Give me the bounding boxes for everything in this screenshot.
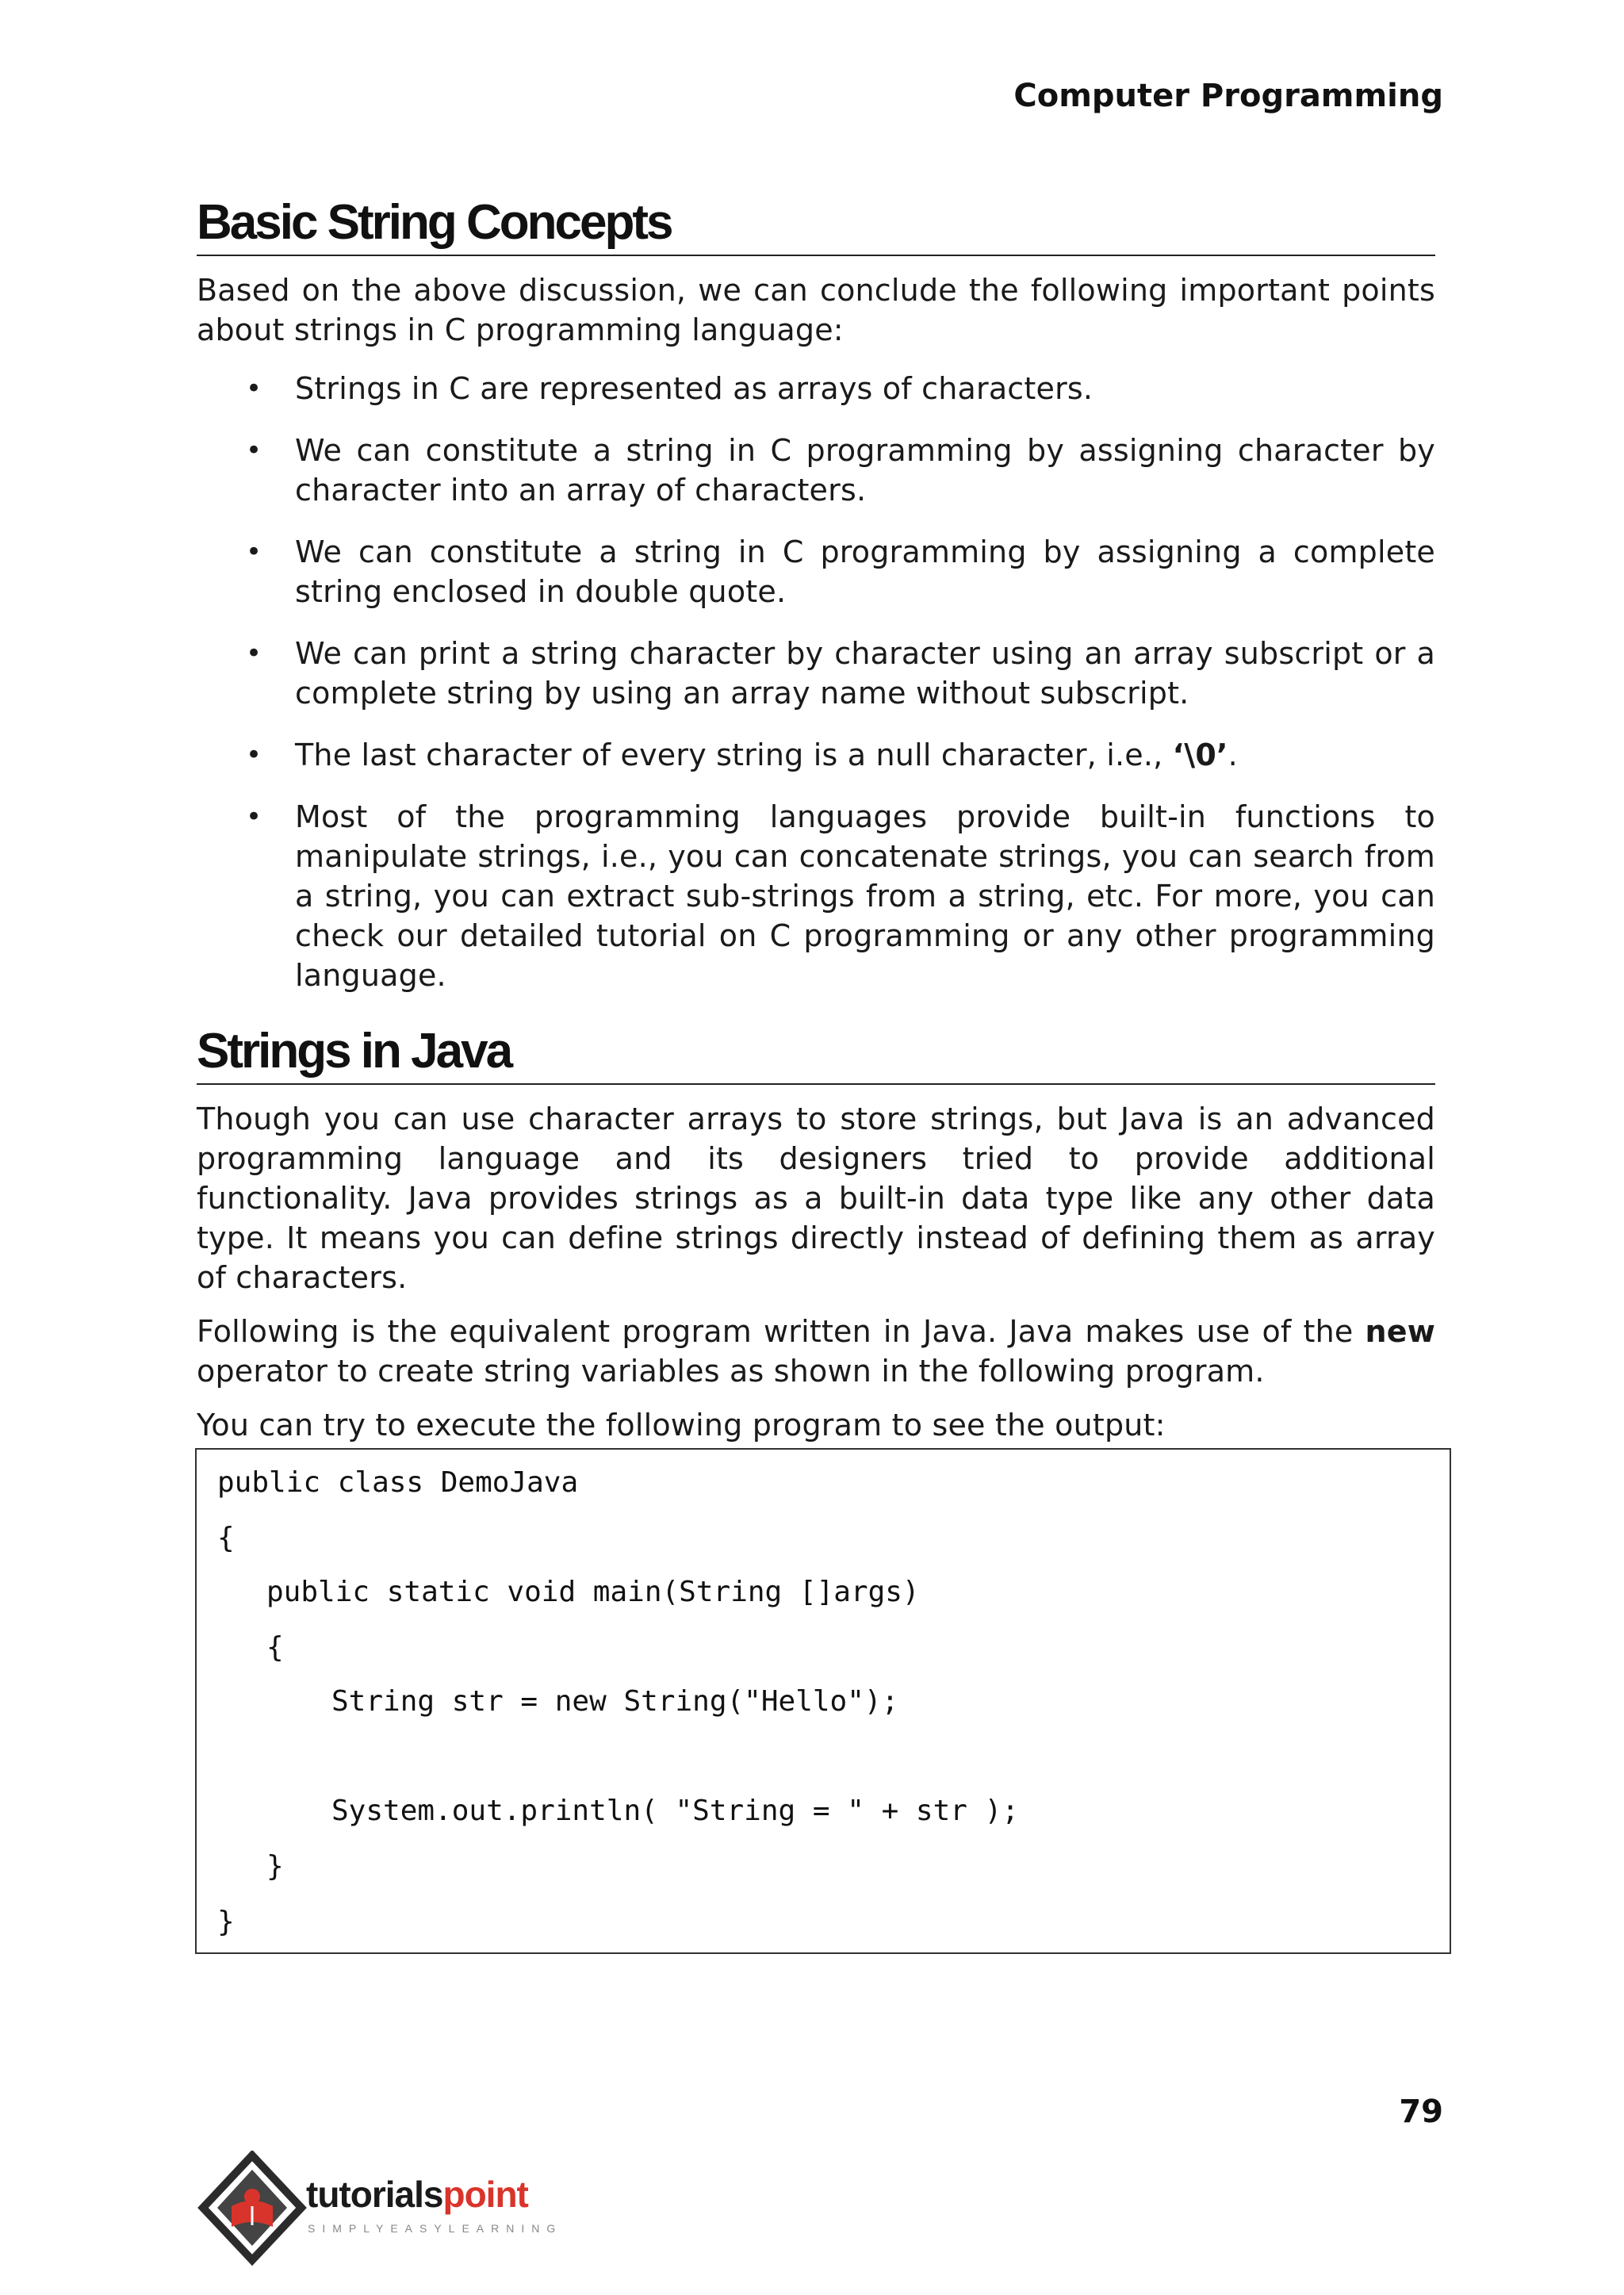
page-number: 79	[1399, 2094, 1443, 2130]
list-item: • We can constitute a string in C programming by assigning a complete string enclosed in double quote.	[197, 532, 1435, 611]
code-line: }	[217, 1906, 235, 1938]
main-content	[197, 197, 1435, 1445]
bullet-icon: •	[246, 435, 262, 467]
list-item: • Most of the programming languages provide built-in functions to manipulate strings, i.e., you can concatenate strings, you can search from a string, you can extract sub-strings from a string, etc. For more, you can check our detailed tutorial on C programming or any other programming language.	[197, 797, 1435, 995]
code-line: }	[266, 1850, 284, 1883]
concept-bullet-list	[197, 369, 1435, 995]
execute-program-paragraph: You can try to execute the following program to see the output:	[197, 1408, 1166, 1443]
list-item: • We can constitute a string in C programming by assigning character by character into an array of characters.	[197, 431, 1435, 510]
code-line: {	[266, 1631, 284, 1664]
logo-diamond-icon	[197, 2151, 308, 2270]
code-line: {	[217, 1522, 235, 1554]
list-item: • We can print a string character by character using an array subscript or a complete string by using an array name without subscript.	[197, 634, 1435, 713]
code-block	[195, 1448, 1451, 1954]
bullet-icon: •	[246, 739, 262, 772]
logo-tagline: SIMPLYEASYLEARNING	[308, 2222, 563, 2235]
java-new-operator-paragraph: Following is the equivalent program written in Java. Java makes use of the new operator to create string variables as shown in the following program.	[197, 1314, 1435, 1389]
tutorialspoint-logo	[197, 2151, 609, 2270]
bullet-icon: •	[246, 801, 262, 833]
code-line: public static void main(String []args)	[266, 1576, 920, 1608]
page-header-title: Computer Programming	[1013, 78, 1443, 114]
bullet-icon: •	[246, 373, 262, 405]
intro-paragraph: Based on the above discussion, we can conclude the following important points about strings in C programming language:	[197, 273, 1435, 348]
code-line: System.out.println( "String = " + str );	[331, 1795, 1019, 1827]
logo-wordmark: tutorialspoint	[306, 2174, 528, 2215]
bullet-icon: •	[246, 536, 262, 569]
list-item: • Strings in C are represented as arrays of characters.	[197, 369, 1435, 408]
code-line: public class DemoJava	[217, 1466, 579, 1499]
new-keyword: new	[1365, 1314, 1435, 1350]
null-character-literal: ‘\0’	[1172, 738, 1228, 773]
code-line: String str = new String("Hello");	[331, 1685, 899, 1718]
section-heading-strings-in-java: Strings in Java	[197, 1025, 1435, 1085]
list-item: • The last character of every string is a null character, i.e., ‘\0’.	[197, 735, 1435, 775]
bullet-icon: •	[246, 638, 262, 670]
section-heading-basic-string-concepts: Basic String Concepts	[197, 197, 1435, 256]
java-intro-paragraph: Though you can use character arrays to store strings, but Java is an advanced programming language and its designers tried to provide additional functionality. Java provides strings as a built-in data type like any other data type. It means you can define strings directly instead of defining them as array of characters.	[197, 1102, 1435, 1296]
